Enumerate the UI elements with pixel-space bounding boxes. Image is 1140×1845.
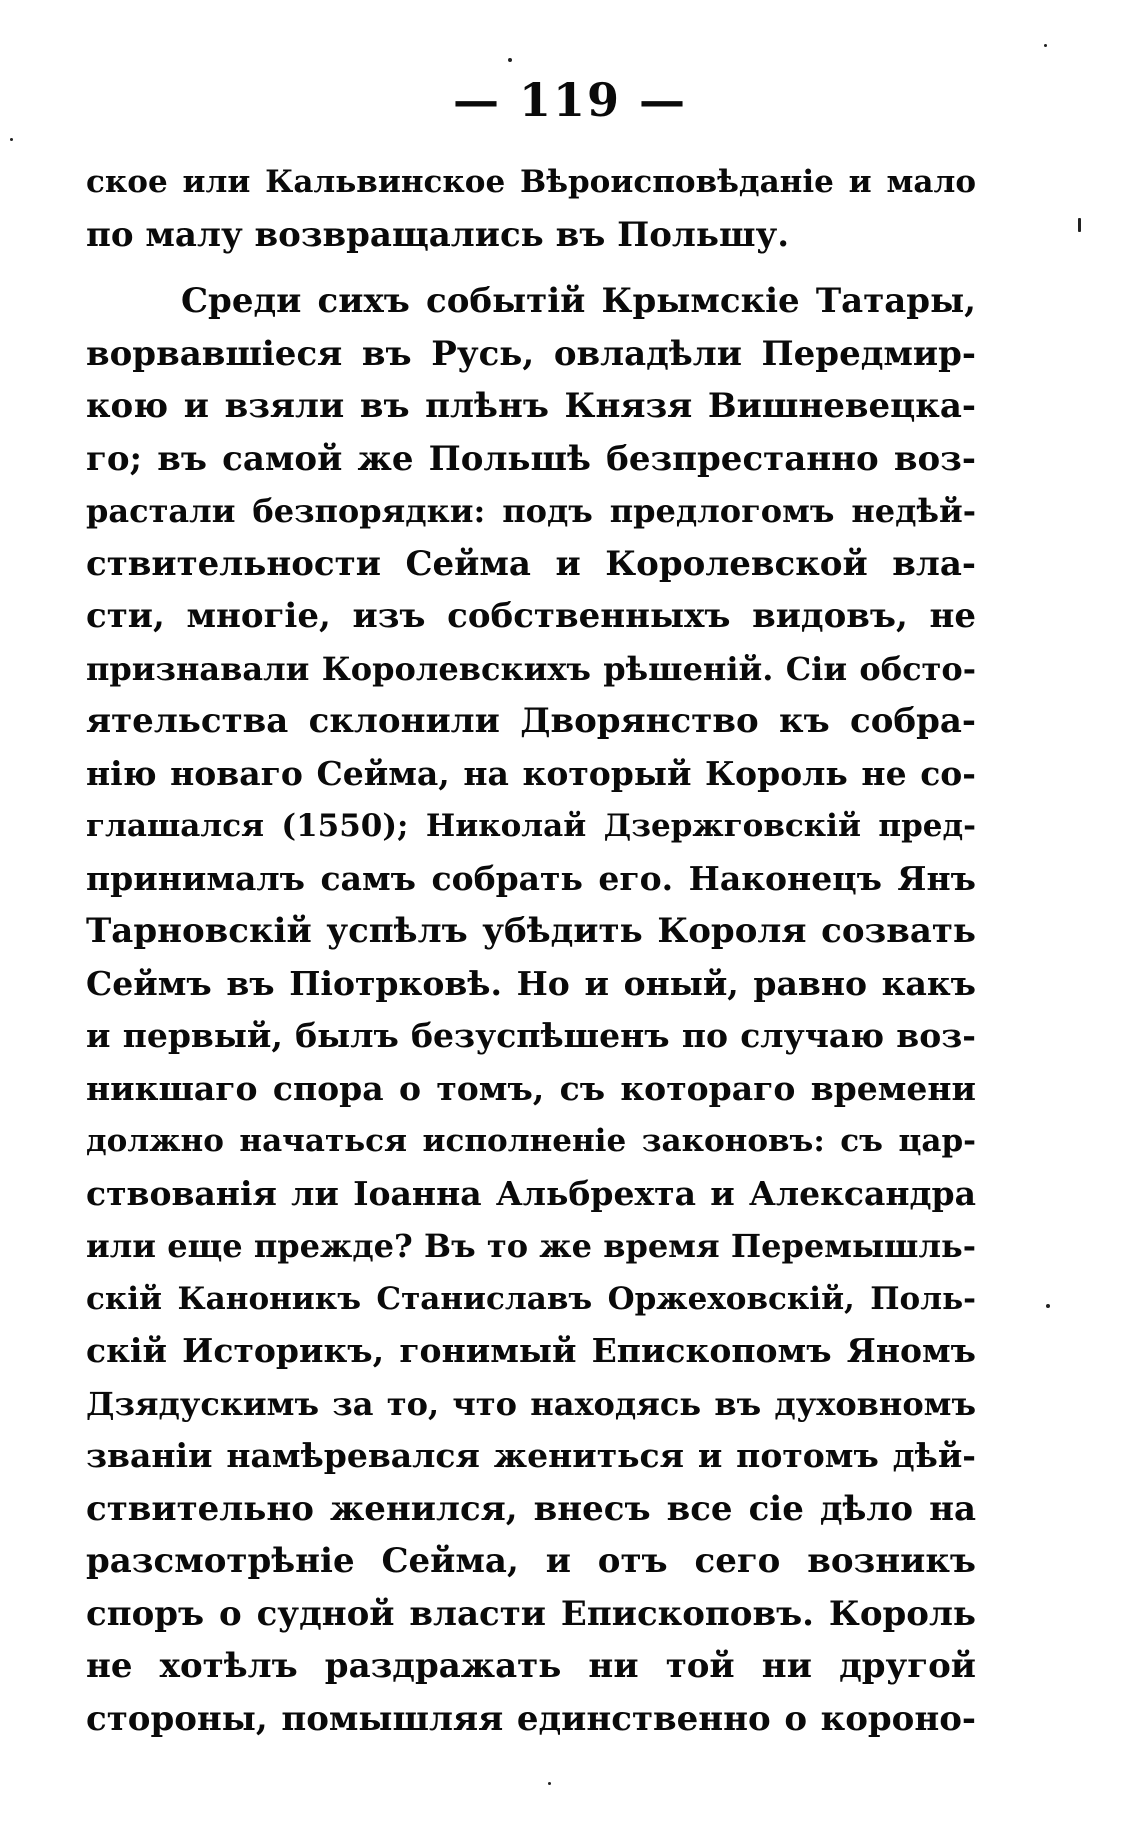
text-line: по малу возвращались въ Польшу.: [86, 214, 790, 255]
text-line: сти, многіе, изъ собственныхъ видовъ, не: [86, 596, 976, 636]
paragraph-gap: [86, 261, 976, 275]
text-line: никшаго спора о томъ, съ котораго времени: [86, 1068, 976, 1108]
text-line: ворвавшіеся въ Русь, овладѣли Передмир-: [86, 333, 976, 374]
paragraph-2: [86, 275, 976, 1745]
page-number: — 119 —: [452, 73, 688, 127]
text-line: Дзядускимъ за то, что находясь въ духовномъ: [86, 1384, 976, 1423]
text-line: ское или Кальвинское Вѣроисповѣданіе и мало: [86, 164, 976, 200]
scan-speck: [1046, 1304, 1050, 1308]
text-line: разсмотрѣніе Сейма, и отъ сего возникъ: [86, 1541, 976, 1581]
scan-speck: [1044, 44, 1047, 47]
text-line: ятельства склонили Дворянство къ собра-: [86, 701, 976, 741]
text-line: кою и взяли въ плѣнъ Князя Вишневецка-: [86, 386, 976, 426]
text-line: ствительности Сейма и Королевской вла-: [86, 543, 976, 584]
text-line: ствованія ли Іоанна Альбрехта и Александра: [86, 1173, 976, 1213]
text-line: растали безпорядки: подъ предлогомъ недѣй-: [86, 492, 976, 530]
text-line: нію новаго Сейма, на который Король не со-: [86, 753, 976, 793]
text-line: стороны, помышляя единственно о короно-: [86, 1698, 976, 1739]
text-line: принималъ самъ собрать его. Наконецъ Янъ: [86, 858, 976, 898]
scan-speck: [1078, 218, 1081, 232]
body-text: [86, 156, 976, 1745]
text-line: споръ о судной власти Епископовъ. Король: [86, 1593, 976, 1634]
text-line: и первый, былъ безуспѣшенъ по случаю воз-: [86, 1016, 976, 1055]
text-line: или еще прежде? Въ то же время Перемышль-: [86, 1227, 976, 1265]
text-line: глашался (1550); Николай Дзержговскій пред-: [86, 808, 976, 844]
text-line: званіи намѣревался жениться и потомъ дѣй-: [86, 1436, 976, 1475]
text-line: Сеймъ въ Піотрковѣ. Но и оный, равно какъ: [86, 963, 976, 1003]
text-line: Тарновскій успѣлъ убѣдить Короля созвать: [86, 911, 976, 951]
text-line: не хотѣлъ раздражать ни той ни другой: [86, 1646, 976, 1686]
text-line: скій Историкъ, гонимый Епископомъ Яномъ: [86, 1331, 976, 1370]
text-line: скій Каноникъ Станиславъ Оржеховскій, Поль-: [86, 1280, 976, 1317]
text-line: должно начаться исполненіе законовъ: съ цар-: [86, 1123, 976, 1159]
text-line: признавали Королевскихъ рѣшеній. Сіи обсто-: [86, 649, 976, 688]
text-line: го; въ самой же Польшѣ безпрестанно воз-: [86, 438, 976, 479]
text-line: ствительно женился, внесъ все сіе дѣло на: [86, 1488, 976, 1529]
scan-speck: [548, 1782, 551, 1785]
scan-speck: [10, 138, 13, 141]
paragraph-1: [86, 156, 976, 261]
text-line: Среди сихъ событій Крымскіе Татары,: [181, 281, 976, 321]
scan-speck: [508, 58, 512, 62]
